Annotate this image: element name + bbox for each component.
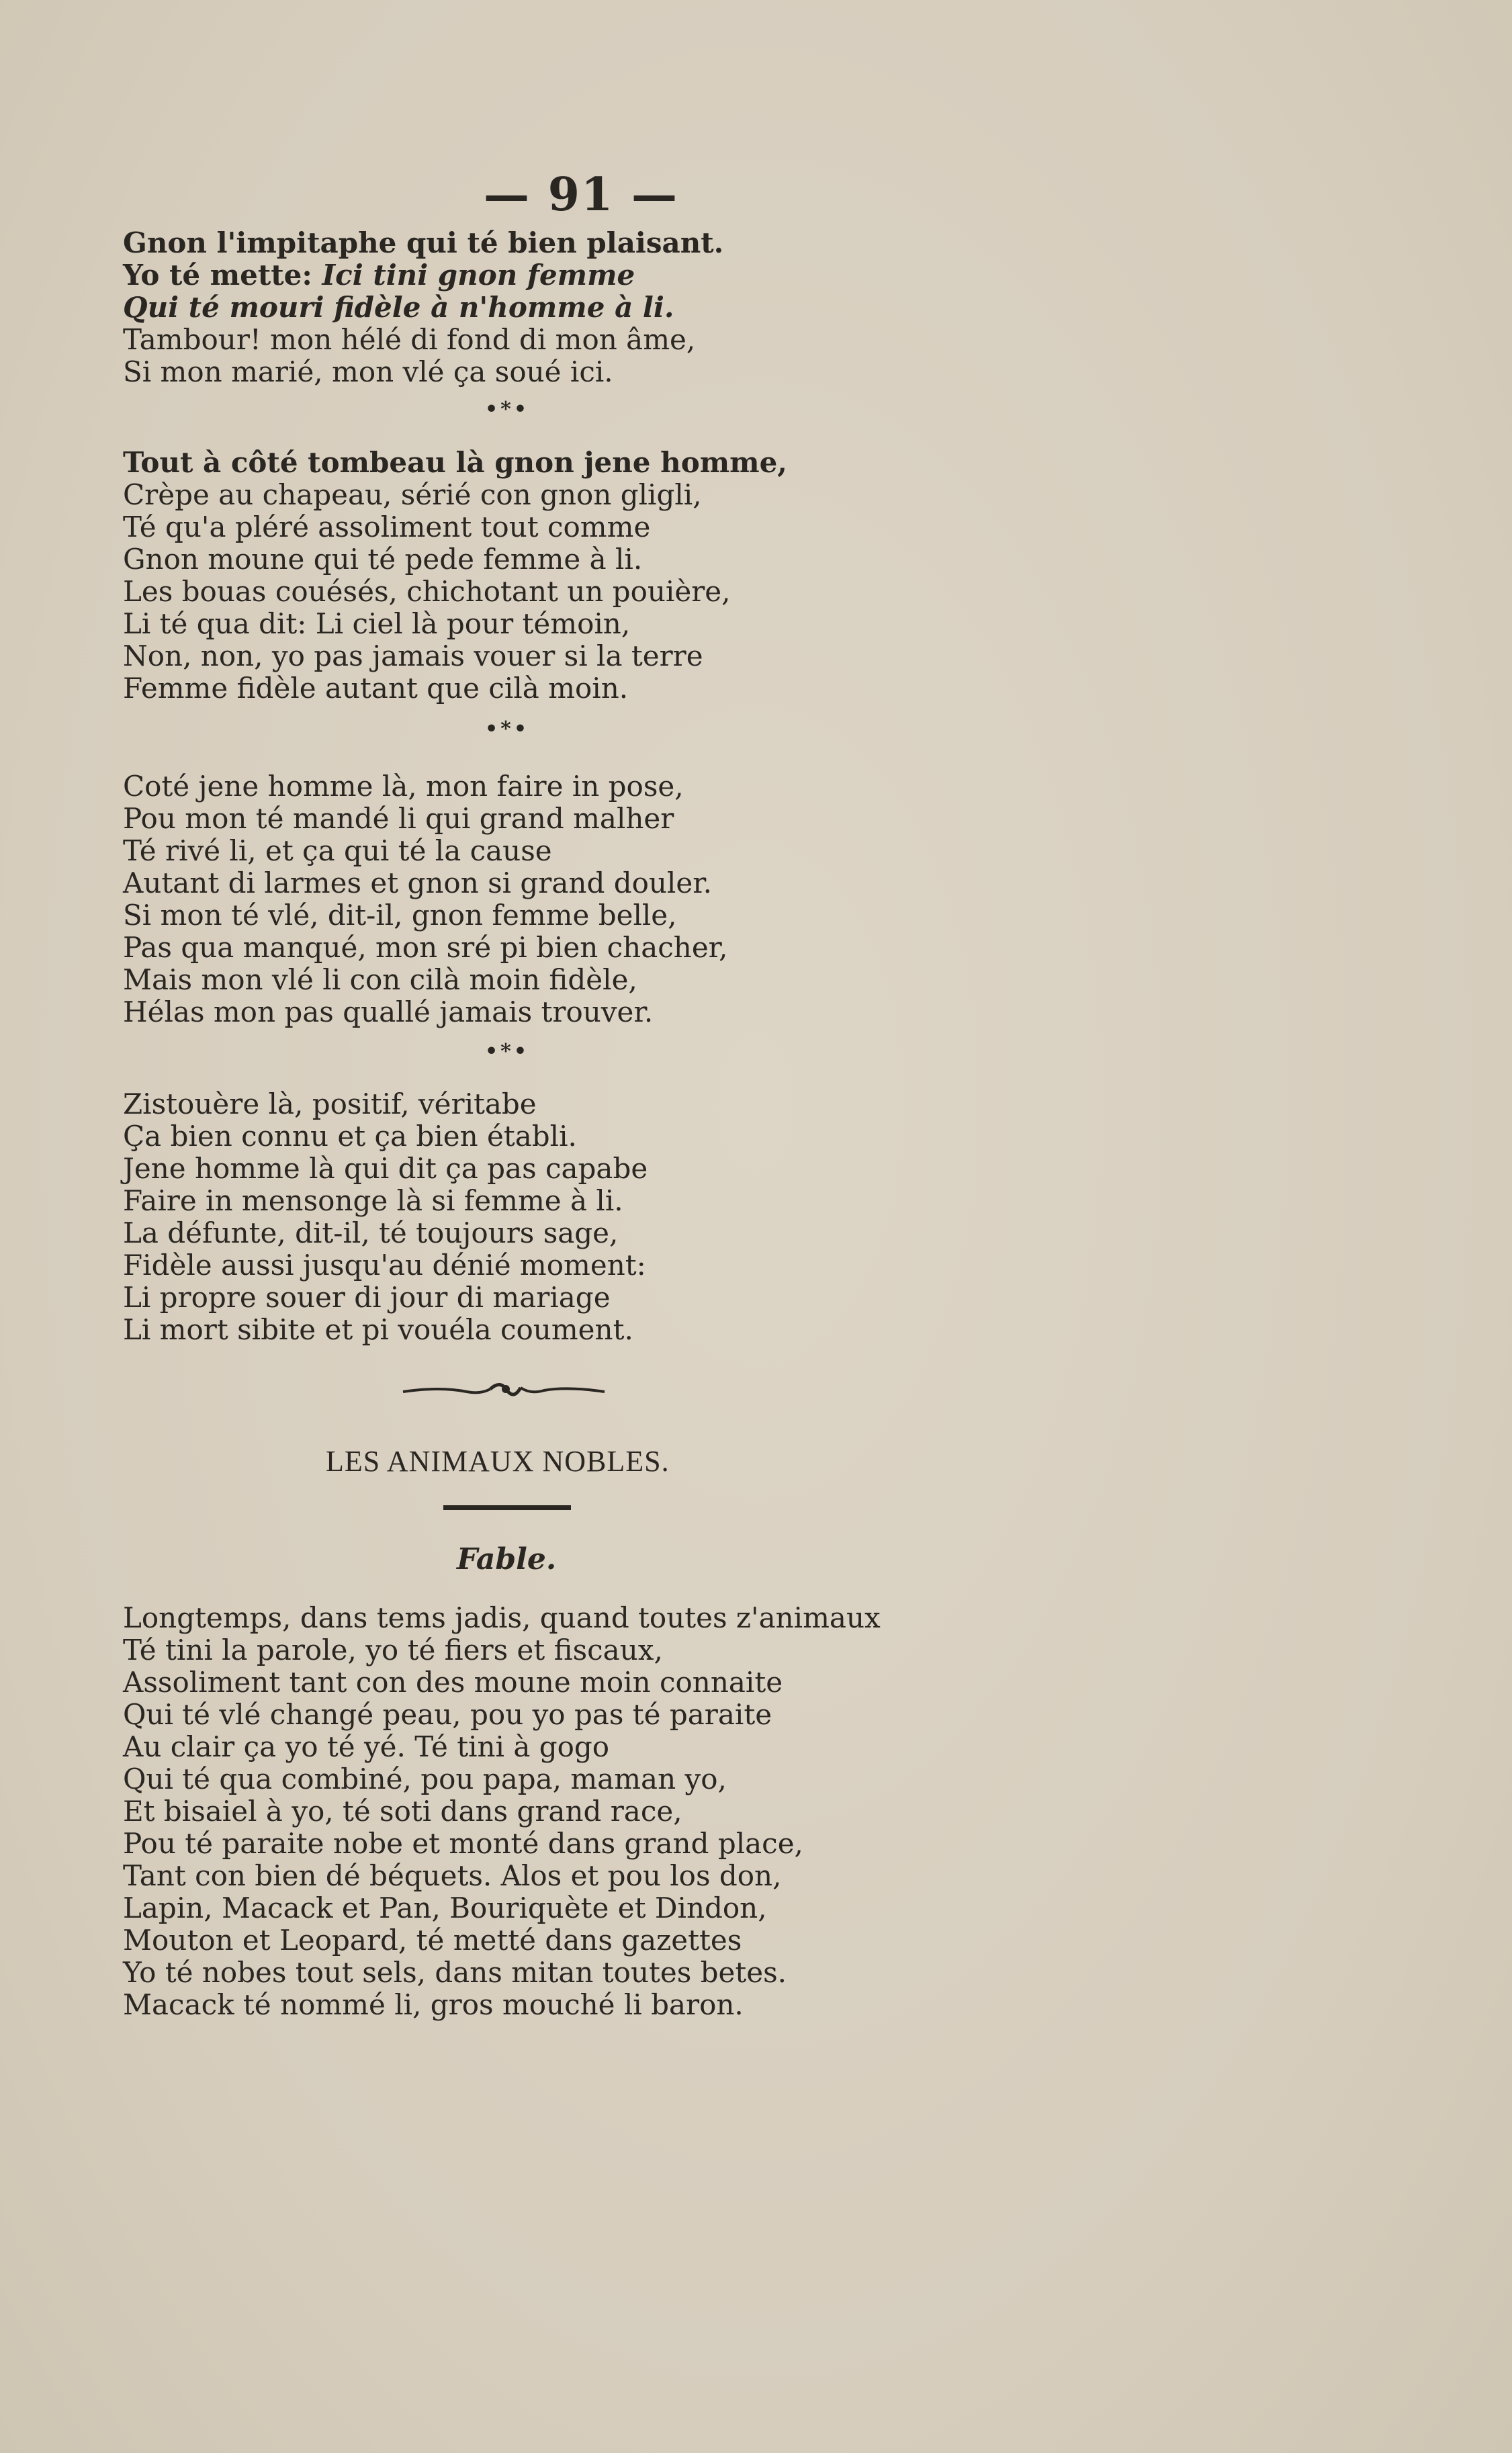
section-title: LES ANIMAUX NOBLES.	[326, 1445, 670, 1478]
verse-line: Pou mon té mandé li qui grand malher	[123, 802, 674, 835]
verse-line: Les bouas couésés, chichotant un pouière,	[123, 575, 731, 608]
verse-line: Lapin, Macack et Pan, Bouriquète et Dindon,	[123, 1891, 767, 1924]
verse-line: Coté jene homme là, mon faire in pose,	[123, 770, 684, 803]
verse-line: Té qu'a pléré assoliment tout comme	[123, 510, 651, 543]
verse-line	[123, 292, 929, 324]
verse-line: Ça bien connu et ça bien établi.	[123, 1120, 577, 1153]
verse-line: Au clair ça yo té yé. Té tini à gogo	[123, 1730, 610, 1763]
verse-line: Assoliment tant con des moune moin connaite	[123, 1666, 783, 1699]
verse-line: Crèpe au chapeau, sérié con gnon gligli,	[123, 478, 702, 511]
verse-line: Si mon marié, mon vlé ça soué ici.	[123, 355, 613, 388]
asterism-separator: •*•	[485, 1040, 530, 1063]
verse-line: Mais mon vlé li con cilà moin fidèle,	[123, 963, 637, 996]
verse-line: Yo té nobes tout sels, dans mitan toutes betes.	[123, 1956, 787, 1989]
page-number: — 91 —	[484, 168, 678, 222]
verse-line: Non, non, yo pas jamais vouer si la terre	[123, 639, 703, 672]
section-subtitle: Fable.	[457, 1542, 557, 1576]
verse-line: Yo té mette: Ici tini gnon femme	[123, 259, 635, 292]
verse-line: Té rivé li, et ça qui té la cause	[123, 834, 552, 867]
epitaph-text: Qui té mouri fidèle à n'homme à li.	[123, 291, 674, 324]
verse-line: Gnon l'impitaphe qui té bien plaisant.	[123, 226, 724, 259]
verse-line: Li propre souer di jour di mariage	[123, 1281, 611, 1314]
asterism-separator: •*•	[485, 398, 530, 421]
verse-line: Si mon té vlé, dit-il, gnon femme belle,	[123, 899, 677, 932]
verse-line: Tambour! mon hélé di fond di mon âme,	[123, 323, 696, 356]
verse-line: Tout à côté tombeau là gnon jene homme,	[123, 446, 787, 479]
verse-line: Li mort sibite et pi vouéla coument.	[123, 1313, 633, 1346]
verse-line: Pas qua manqué, mon sré pi bien chacher,	[123, 931, 728, 964]
verse-line: Femme fidèle autant que cilà moin.	[123, 672, 629, 705]
verse-line: Li té qua dit: Li ciel là pour témoin,	[123, 607, 631, 640]
title-rule	[443, 1505, 571, 1510]
verse-line: Jene homme là qui dit ça pas capabe	[123, 1152, 648, 1185]
stanza-3	[123, 770, 929, 1028]
verse-line: Qui té vlé changé peau, pou yo pas té paraite	[123, 1698, 772, 1731]
verse-line: Gnon moune qui té pede femme à li.	[123, 543, 643, 576]
verse-line: Longtemps, dans tems jadis, quand toutes z'animaux	[123, 1601, 881, 1634]
asterism-separator: •*•	[485, 717, 530, 741]
verse-line: Mouton et Leopard, té metté dans gazettes	[123, 1924, 742, 1957]
ornament-divider-icon	[400, 1377, 608, 1404]
verse-line: Et bisaiel à yo, té soti dans grand race,	[123, 1795, 682, 1828]
verse-line: Faire in mensonge là si femme à li.	[123, 1184, 623, 1217]
verse-line: Tant con bien dé béquets. Alos et pou los don,	[123, 1859, 782, 1892]
stanza-2	[123, 447, 929, 705]
stanza-4	[123, 1088, 929, 1346]
verse-line: La défunte, dit-il, té toujours sage,	[123, 1216, 619, 1249]
fable-text	[123, 1602, 929, 2021]
epitaph-text: Ici tini gnon femme	[322, 259, 635, 292]
verse-line: Autant di larmes et gnon si grand douler.	[123, 866, 713, 899]
verse-line: Té tini la parole, yo té fiers et fiscaux,	[123, 1634, 663, 1666]
verse-line: Pou té paraite nobe et monté dans grand place,	[123, 1827, 803, 1860]
verse-line: Fidèle aussi jusqu'au dénié moment:	[123, 1249, 646, 1282]
verse-line: Hélas mon pas quallé jamais trouver.	[123, 995, 654, 1028]
stanza-epitaph	[123, 227, 929, 388]
verse-line: Zistouère là, positif, véritabe	[123, 1087, 537, 1120]
verse-line: Qui té qua combiné, pou papa, maman yo,	[123, 1763, 727, 1795]
verse-line: Macack té nommé li, gros mouché li baron.	[123, 1988, 744, 2021]
